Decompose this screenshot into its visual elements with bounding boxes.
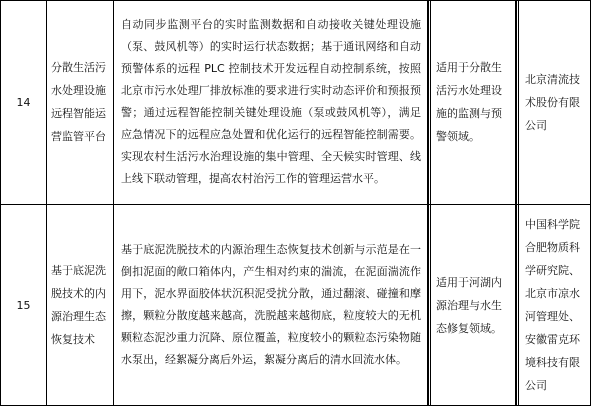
application-scope: 适用于河湖内源治理与水生态修复领域。 xyxy=(436,275,502,335)
organization: 中国科学院合肥物质科学研究院、北京市凉水河管理处、安徽雷克环境科技有限公司 xyxy=(525,218,580,392)
tech-description-cell xyxy=(114,205,428,405)
tech-description: 基于底泥洗脱技术的内源治理生态恢复技术创新与示范是在一倒扣泥面的敞口箱体内，产生相对约束的湍流，在泥面湍流作用下，泥水界面胶体状沉积泥受扰分散，通过翻滚、碰撞和摩擦，颗粒分散度越来越高，洗脱越来越彻底，粒度较大的无机颗粒态泥沙重力沉降、原位覆盖，粒度较小的颗粒态污染物随水泵出，经絮凝分离后外运，絮凝分离后的清水回流水体。 xyxy=(121,243,421,366)
tech-name: 基于底泥洗脱技术的内源治理生态恢复技术 xyxy=(51,264,106,346)
row-number: 15 xyxy=(16,298,31,312)
row-number-cell xyxy=(0,0,47,204)
application-scope-cell xyxy=(428,205,516,405)
application-scope-cell xyxy=(428,0,516,204)
table-row xyxy=(0,0,591,205)
organization-cell xyxy=(516,0,591,204)
tech-name-cell xyxy=(47,0,114,204)
application-scope: 适用于分散生活污水处理设施的监测与预警领域。 xyxy=(436,61,502,143)
organization: 北京清流技术股份有限公司 xyxy=(525,72,580,132)
row-number-cell xyxy=(0,205,47,405)
table-row xyxy=(0,205,591,406)
tech-name: 分散生活污水处理设施远程智能运营监管平台 xyxy=(51,61,106,143)
row-number: 14 xyxy=(16,95,31,109)
tech-name-cell xyxy=(47,205,114,405)
tech-description-cell xyxy=(114,0,428,204)
tech-description: 自动同步监测平台的实时监测数据和自动接收关键处理设施（泵、鼓风机等）的实时运行状态数据；基于通讯网络和自动预警体系的远程 PLC 控制技术开发远程自动控制系统，按照北京市污水处理厂排放标准的要求进行实时动态评价和预报预警；通过远程智能控制关键处理设施（泵或鼓风机等），满足应急情况下的远程应急处置和优化运行的远程智能控制需要。实现农村生活污水治理设施的集中管理、全天候实时管理、线上线下联动管理，提高农村治污工作的管理运营水平。 xyxy=(121,18,421,185)
organization-cell xyxy=(516,205,591,405)
